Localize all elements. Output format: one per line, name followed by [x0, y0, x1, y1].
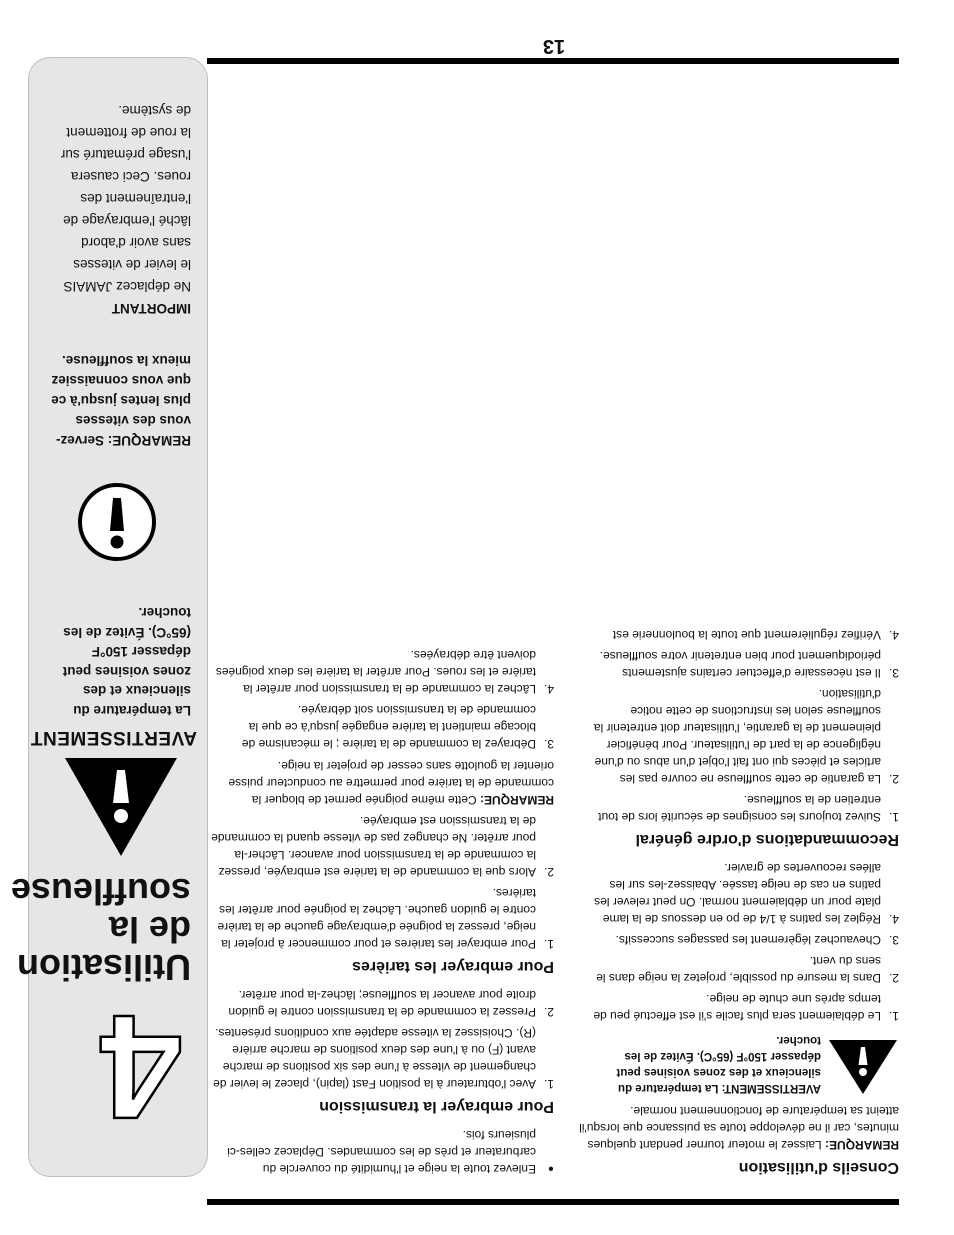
- tips-heading: Conseils d'utilisation: [738, 1159, 899, 1176]
- info-circle-icon: [77, 482, 157, 562]
- augers-step-4: Lâchez la commande de la transmission pour arrêter la tarière et les roues. Pour arrêter la tarière les deux poignées doivent être débrayées.: [215, 648, 536, 696]
- list-item: 1. Suivez toujours les consignes de sécurité lors de tout entretien de la souffleuse.: [579, 791, 899, 825]
- list-item: 2. Pressez la commande de la transmission contre le guidon droite pour avancer la souffleuse; lâchez-la pour arrêter.: [209, 986, 554, 1020]
- augers-note-label: REMARQUE:: [480, 793, 554, 807]
- augers-heading: Pour embrayer les tarières: [352, 958, 554, 975]
- list-item: 3. Débrayez la commande de la tarière ; le mécanisme de blocage maintient la tarière engagée jusqu'à ce que la commande de la transmission soit débrayée.: [209, 701, 554, 752]
- tips-step-4: Réglez les patins à 1/4 de po en dessous de la lame plate pour un déblaiement normal. On peut relever les patins en cas de neige tassée. Abaissez-les sur les allées recouvertes de gravier.: [594, 861, 881, 926]
- tips-warning-text: AVERTISSEMENT: La température du silencieux et des zones voisines peut dépasser 150°F (65°C). Évitez de les toucher.: [616, 1034, 821, 1094]
- page-number: 13: [542, 35, 566, 57]
- right-column: [579, 622, 899, 1177]
- recommend-step-1: Suivez toujours les consignes de sécurité lors de tout entretien de la souffleuse.: [598, 793, 881, 824]
- list-item: 3. Il est nécessaire d'effectuer certains ajustements périodiquement pour bien entretenir votre souffleuse.: [579, 647, 899, 681]
- recommend-step-3: Il est nécessaire d'effectuer certains ajustements périodiquement pour bien entretenir votre souffleuse.: [599, 649, 881, 680]
- footer-rule: [207, 58, 899, 64]
- warning-text: La température du silencieux et des zones voisines peut dépasser 150°F (65°C). Évitez de les toucher.: [62, 605, 191, 718]
- bullet-icon: ●: [547, 1163, 554, 1174]
- warning-title: AVERTISSEMENT: [30, 727, 197, 748]
- chapter-sidebar: [10, 57, 208, 1177]
- list-item: 4. Réglez les patins à 1/4 de po en dessous de la lame plate pour un déblaiement normal. On peut relever les patins en cas de neige tassée. Abaissez-les sur les allées recouvertes de gravier.: [579, 859, 899, 927]
- recommend-heading: Recommandations d'ordre général: [635, 831, 899, 848]
- important-text: Ne déplacez JAMAIS le levier de vitesses sans avoir d'abord lâché l'embrayage de l'entraînement des roues. Ceci causera l'usage prématuré sur la roue de frottement de système.: [60, 103, 191, 294]
- augers-step-3: Débrayez la commande de la tarière ; le mécanisme de blocage maintient la tarière engagée jusqu'à ce que la commande de la transmission soit débrayée.: [241, 703, 536, 751]
- transmission-step-2: Pressez la commande de la transmission contre le guidon droite pour avancer la souffleuse; lâchez-la pour arrêter.: [228, 988, 536, 1019]
- tips-warning: [579, 1032, 899, 1096]
- list-item: 2. La garantie de cette souffleuse ne couvre pas les articles et pièces qui ont fait l'objet d'un abus ou d'une négligence de la part de l'utilisateur. Pour bénéficier pleinement de la garantie, l'utilisateur doit entretenir la souffleuse selon les instructions de cette notice d'utilisation.: [579, 685, 899, 787]
- chapter-number: [93, 998, 189, 1138]
- transmission-heading: Pour embrayer la transmission: [319, 1098, 554, 1115]
- augers-note-text: Cette même poignée permet de bloquer la commande de la tarière pour permettre au conducteur puisse orienter la goulotte sans cesser de projeter la neige.: [228, 759, 554, 807]
- intro-bullet: [209, 1126, 554, 1177]
- list-item: 2. Alors que la commande de la tarière est embrayée, pressez la commande de la transmission pour avancer. Lâcher-la pour arrêter. Ne changez pas de vitesse quand la commande de la transmission est embrayée.: [209, 812, 554, 880]
- intro-bullet-text: Enlevez toute la neige et l'humidité du couvercle du carburateur et près de les commandes. Déplacez celles-ci plusieurs fois.: [227, 1128, 536, 1176]
- important-title: IMPORTANT: [111, 301, 191, 316]
- list-item: 1. Le déblaiement sera plus facile s'il est effectué peu de temps après une chute de neige.: [579, 990, 899, 1024]
- tips-note-label: REMARQUE:: [825, 1138, 899, 1152]
- transmission-step-1: Avec l'obturateur à la position Fast (lapin), placez le levier de changement de vitesse à l'une des six positions de marche avant (F) ou à l'une des deux positions de marche arrière (R). Choisissez la vitesse adaptée aux conditions présentes.: [213, 1026, 536, 1091]
- recommend-step-4: Vérifiez régulièrement que toute la boulonnerie est: [612, 628, 881, 642]
- tips-note-text: Laissez le moteur tourner pendant quelques minutes, car il ne développe toute sa puissance que lorsqu'il atteint sa température de fonctionnement normale.: [579, 1104, 899, 1152]
- list-item: 4. Lâchez la commande de la transmission pour arrêter la tarière et les roues. Pour arrêter la tarière les deux poignées doivent être débrayées.: [209, 646, 554, 697]
- sidebar-note: REMARQUE: Servez- vous des vitesses plus lentes jusqu'à ce que vous connaissiez mieux la souffleuse.: [51, 353, 191, 448]
- augers-note: [209, 757, 554, 808]
- list-item: 4. Vérifiez régulièrement que toute la boulonnerie est: [579, 626, 899, 643]
- tips-note: [579, 1102, 899, 1153]
- chapter-title: Utilisation de la souffleuse: [10, 871, 191, 988]
- augers-step-1: Pour embrayer les tarières et pour commencer à projeter la neige, pressez la poignée d'embrayage gauche de la tarière contre le guidon gauche. Lâchez la poignée pour arrêter les tarières.: [217, 886, 536, 951]
- list-item: 2. Dans la mesure du possible, projetez la neige dans le sens du vent.: [579, 952, 899, 986]
- tips-step-3: Chevauchez légèrement les passages successifs.: [615, 933, 881, 947]
- warning-triangle-icon: [63, 756, 179, 858]
- chapter-number-text: 4: [99, 998, 183, 1138]
- left-column: [209, 642, 554, 1177]
- tips-step-2: Dans la mesure du possible, projetez la neige dans le sens du vent.: [596, 954, 881, 985]
- list-item: 1. Avec l'obturateur à la position Fast (lapin), placez le levier de changement de vitesse à l'une des six positions de marche avant (F) ou à l'une des deux positions de marche arrière (R). Choisissez la vitesse adaptée aux conditions présentes.: [209, 1024, 554, 1092]
- list-item: 3. Chevauchez légèrement les passages successifs.: [579, 931, 899, 948]
- tips-step-1: Le déblaiement sera plus facile s'il est effectué peu de temps après une chute de neige.: [593, 992, 881, 1023]
- list-item: 1. Pour embrayer les tarières et pour commencer à projeter la neige, pressez la poignée d'embrayage gauche de la tarière contre le guidon gauche. Lâchez la poignée pour arrêter les tarières.: [209, 884, 554, 952]
- header-rule: [207, 1199, 899, 1205]
- augers-step-2: Alors que la commande de la tarière est embrayée, pressez la commande de la transmission pour avancer. Lâcher-la pour arrêter. Ne changez pas de vitesse quand la commande de la transmission est embrayée.: [211, 814, 536, 879]
- recommend-step-2: La garantie de cette souffleuse ne couvre pas les articles et pièces qui ont fait l'objet d'un abus ou d'une négligence de la part de l'utilisateur. Pour bénéficier pleinement de la garantie, l'utilisateur doit entretenir la souffleuse selon les instructions de cette notice d'utilisation.: [593, 687, 881, 786]
- warning-triangle-icon: [821, 1032, 899, 1096]
